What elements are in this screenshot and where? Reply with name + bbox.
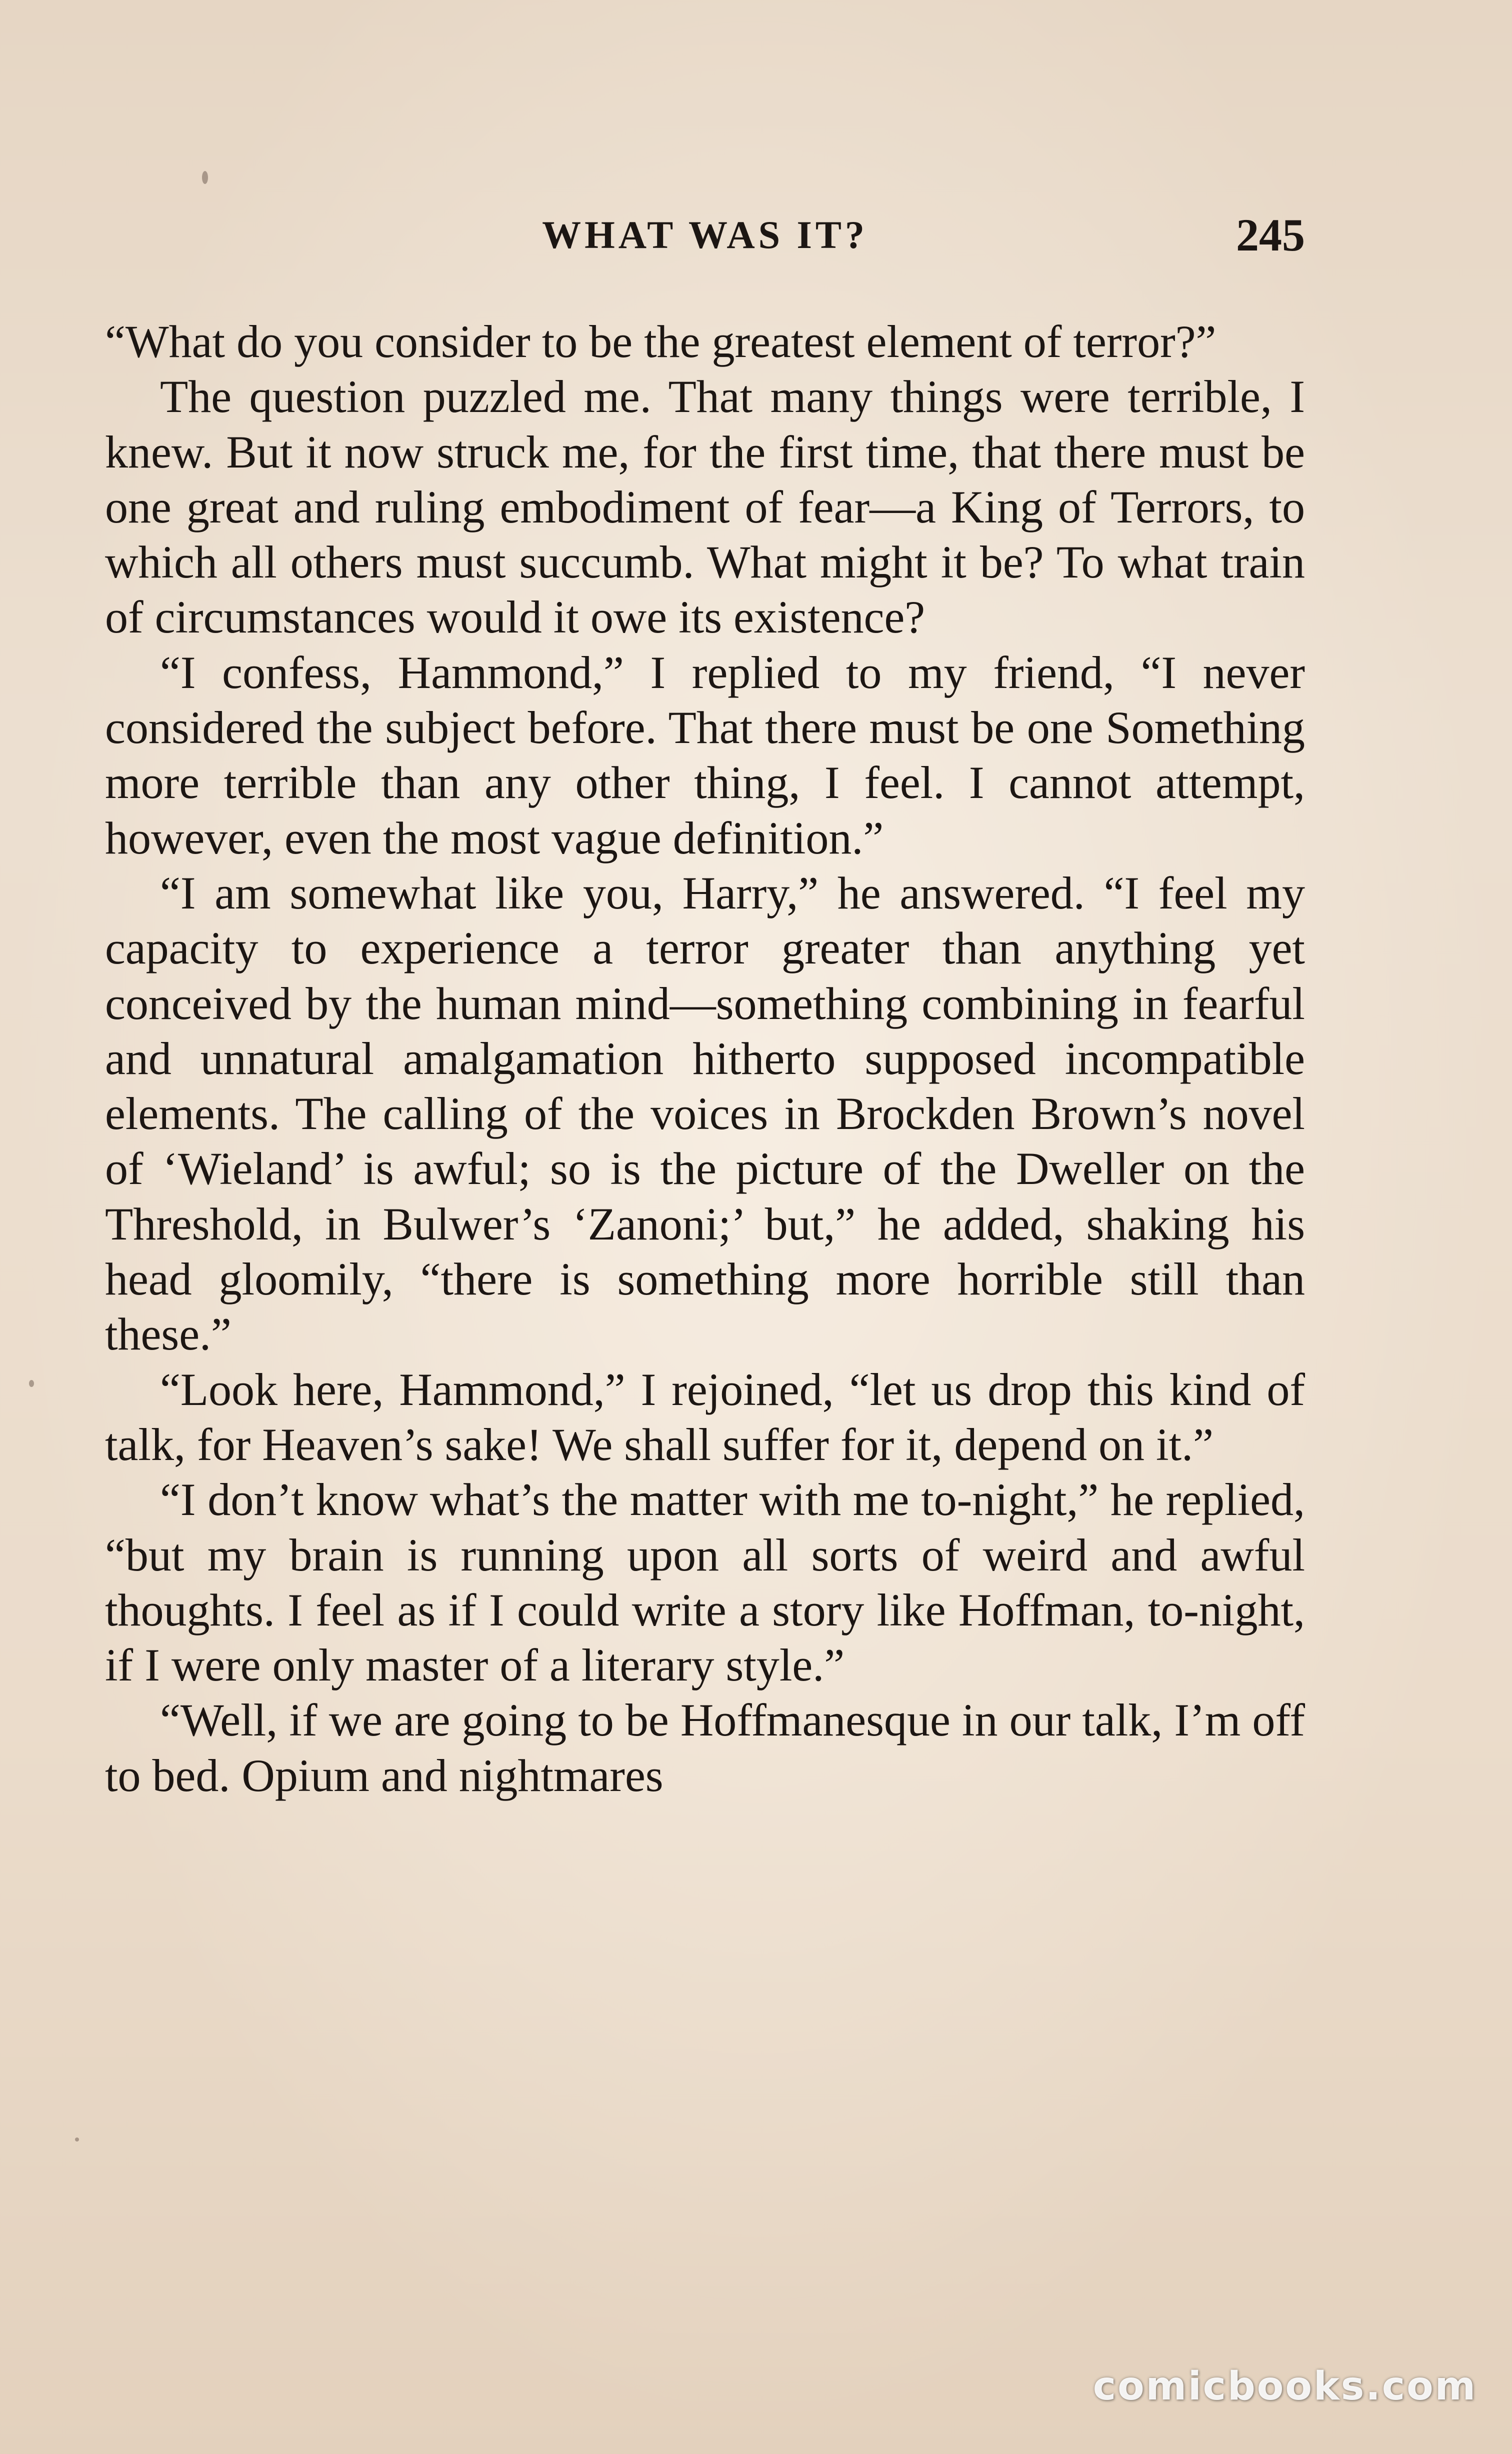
paragraph: “I am somewhat like you, Harry,” he answered. “I feel my capacity to experience a terror greater than anything yet conceived by the human mind—something combining in fearful and unnatural amalgamation hitherto supposed incompatible elements. The calling of the voices in Brockden Brown’s novel of ‘Wieland’ is awful; so is the picture of the Dweller on the Threshold, in Bulwer’s ‘Zanoni;’ but,” he added, shaking his head gloomily, “there is something more horrible still than these.” [105,867,1305,1360]
page-header [105,205,1305,265]
page-number: 245 [1236,210,1305,260]
paragraph: “Look here, Hammond,” I rejoined, “let us drop this kind of talk, for Heaven’s sake! We shall suffer for it, depend on it.” [105,1364,1305,1470]
watermark: comicbooks.com [1092,2364,1477,2409]
paper-speck [29,1380,34,1387]
paper-speck [202,171,208,184]
paragraph: “What do you consider to be the greatest element of terror?” [105,316,1216,367]
paper-speck [75,2138,79,2142]
paragraph: The question puzzled me. That many things were terrible, I knew. But it now struck me, for the first time, that there must be one great and ruling embodiment of fear—a King of Terrors, to which all others must succumb. What might it be? To what train of circumstances would it owe its existence? [105,371,1305,643]
paragraph: “Well, if we are going to be Hoffmanesque in our talk, I’m off to bed. Opium and nightmares [105,1694,1305,1801]
paragraph: “I confess, Hammond,” I replied to my friend, “I never considered the subject before. That there must be one Something more terrible than any other thing, I feel. I cannot attempt, however, even the most vague definition.” [105,646,1305,864]
running-title: WHAT WAS IT? [542,213,868,256]
body-text [105,314,1305,1803]
paragraph: “I don’t know what’s the matter with me to-night,” he replied, “but my brain is running upon all sorts of weird and awful thoughts. I feel as if I could write a story like Hoffman, to-night, if I were only master of a literary style.” [105,1474,1305,1691]
